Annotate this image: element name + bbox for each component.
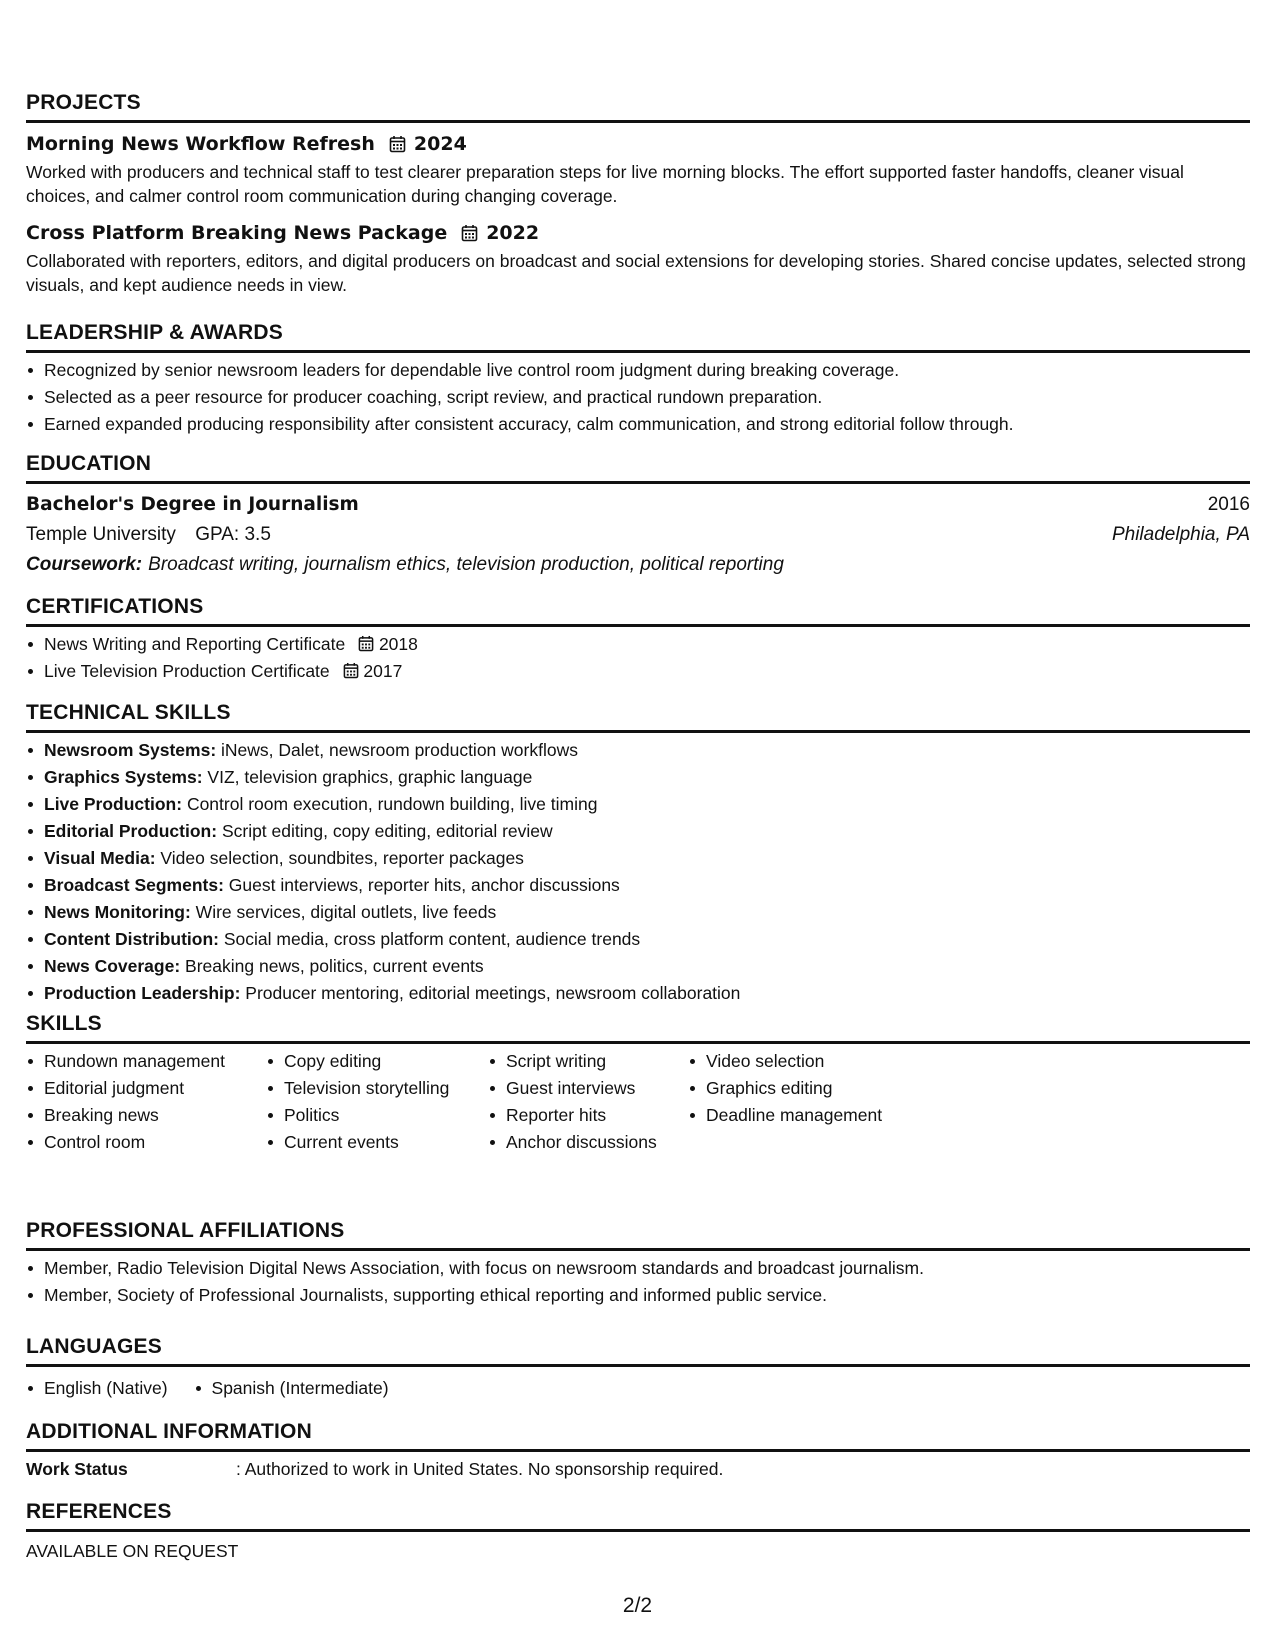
project-description: Worked with producers and technical staff to test clearer preparation steps for live morning blocks. The effort supported faster handoffs, cleaner visual choices, and calmer control room communication during changing coverage.	[26, 162, 1184, 206]
affiliations-section	[26, 1218, 1250, 1309]
technical-skill-item	[26, 764, 1250, 791]
skill-values: Producer mentoring, editorial meetings, newsroom collaboration	[245, 983, 741, 1003]
certification-name: News Writing and Reporting Certificate	[44, 634, 346, 654]
work-status-value: : Authorized to work in United States. No sponsorship required.	[236, 1459, 724, 1479]
certification-item	[26, 658, 1250, 685]
project-entry	[26, 131, 1250, 208]
section-title: EDUCATION	[26, 451, 1250, 484]
projects-section	[26, 90, 1250, 297]
skill-item: Deadline management	[688, 1102, 918, 1129]
skill-item: Current events	[266, 1129, 466, 1156]
technical-skill-item	[26, 980, 1250, 1007]
certification-name: Live Television Production Certificate	[44, 661, 330, 681]
technical-skill-item	[26, 845, 1250, 872]
skills-section	[26, 1011, 1250, 1156]
skill-values: Guest interviews, reporter hits, anchor discussions	[228, 875, 620, 895]
skill-category: News Monitoring:	[44, 902, 191, 922]
section-title: PROJECTS	[26, 90, 1250, 123]
additional-info-section	[26, 1419, 1250, 1481]
list-item: Earned expanded producing responsibility after consistent accuracy, calm communication, and strong editorial follow through.	[26, 411, 1250, 438]
skill-values: Script editing, copy editing, editorial review	[221, 821, 553, 841]
skill-category: Newsroom Systems:	[44, 740, 217, 760]
skill-item: Script writing	[488, 1048, 666, 1075]
work-status-label: Work Status	[26, 1459, 128, 1479]
calendar-icon	[358, 635, 374, 652]
degree: Bachelor's Degree in Journalism	[26, 494, 359, 515]
list-item: Recognized by senior newsroom leaders for dependable live control room judgment during breaking coverage.	[26, 357, 1250, 384]
project-description: Collaborated with reporters, editors, and digital producers on broadcast and social extensions for developing stories. Shared concise updates, selected strong visuals, and kept audience needs in view.	[26, 251, 1246, 295]
technical-skill-item	[26, 737, 1250, 764]
technical-skill-item	[26, 818, 1250, 845]
skill-item: Guest interviews	[488, 1075, 666, 1102]
skill-item: Rundown management	[26, 1048, 244, 1075]
graduation-year: 2016	[1207, 494, 1250, 515]
skill-item: Graphics editing	[688, 1075, 918, 1102]
skill-category: Live Production:	[44, 794, 183, 814]
skill-category: Content Distribution:	[44, 929, 219, 949]
section-title: CERTIFICATIONS	[26, 594, 1250, 627]
skill-item: Television storytelling	[266, 1075, 466, 1102]
technical-skill-item	[26, 926, 1250, 953]
school-name: Temple University	[26, 524, 176, 545]
list-item: Member, Radio Television Digital News Association, with focus on newsroom standards and broadcast journalism.	[26, 1255, 1250, 1282]
gpa: GPA: 3.5	[195, 524, 271, 545]
language-item: English (Native)	[26, 1375, 168, 1402]
skill-item: Editorial judgment	[26, 1075, 244, 1102]
skill-category: News Coverage:	[44, 956, 181, 976]
calendar-icon	[461, 224, 478, 242]
skill-item: Reporter hits	[488, 1102, 666, 1129]
references-section	[26, 1499, 1250, 1563]
list-item: Selected as a peer resource for producer coaching, script review, and practical rundown preparation.	[26, 384, 1250, 411]
list-item: Member, Society of Professional Journalists, supporting ethical reporting and informed public service.	[26, 1282, 1250, 1309]
languages-section	[26, 1334, 1250, 1402]
skill-category: Visual Media:	[44, 848, 156, 868]
skill-values: Breaking news, politics, current events	[185, 956, 484, 976]
coursework: Broadcast writing, journalism ethics, television production, political reporting	[148, 554, 784, 575]
section-title: LEADERSHIP & AWARDS	[26, 320, 1250, 353]
skill-item: Anchor discussions	[488, 1129, 666, 1156]
page-number: 2/2	[622, 1594, 653, 1617]
project-year: 2022	[486, 222, 540, 244]
certifications-section	[26, 594, 1250, 685]
skill-item: Breaking news	[26, 1102, 244, 1129]
skill-values: Control room execution, rundown building, live timing	[186, 794, 598, 814]
skill-category: Broadcast Segments:	[44, 875, 224, 895]
calendar-icon	[343, 662, 359, 679]
section-title: REFERENCES	[26, 1499, 1250, 1532]
school-location: Philadelphia, PA	[1111, 524, 1250, 545]
coursework-label: Coursework:	[26, 554, 143, 575]
certification-item	[26, 631, 1250, 658]
technical-skill-item	[26, 791, 1250, 818]
project-name: Cross Platform Breaking News Package	[26, 222, 448, 244]
leadership-section	[26, 320, 1250, 438]
calendar-icon	[389, 135, 406, 153]
section-title: LANGUAGES	[26, 1334, 1250, 1367]
skill-item: Copy editing	[266, 1048, 466, 1075]
skill-values: Social media, cross platform content, audience trends	[223, 929, 641, 949]
skill-category: Editorial Production:	[44, 821, 218, 841]
skill-category: Graphics Systems:	[44, 767, 203, 787]
section-title: TECHNICAL SKILLS	[26, 700, 1250, 733]
skill-item: Control room	[26, 1129, 244, 1156]
section-title: SKILLS	[26, 1011, 1250, 1044]
skill-category: Production Leadership:	[44, 983, 241, 1003]
skill-item: Video selection	[688, 1048, 918, 1075]
section-title: ADDITIONAL INFORMATION	[26, 1419, 1250, 1452]
skill-values: Video selection, soundbites, reporter packages	[160, 848, 524, 868]
skill-values: VIZ, television graphics, graphic language	[207, 767, 533, 787]
project-year: 2024	[413, 133, 467, 155]
education-section	[26, 451, 1250, 580]
skill-item: Politics	[266, 1102, 466, 1129]
technical-skill-item	[26, 872, 1250, 899]
section-title: PROFESSIONAL AFFILIATIONS	[26, 1218, 1250, 1251]
certification-year: 2018	[378, 634, 418, 654]
technical-skill-item	[26, 899, 1250, 926]
skill-values: iNews, Dalet, newsroom production workflows	[221, 740, 578, 760]
language-item: Spanish (Intermediate)	[194, 1375, 389, 1402]
references-text: AVAILABLE ON REQUEST	[26, 1541, 239, 1561]
technical-skill-item	[26, 953, 1250, 980]
skill-values: Wire services, digital outlets, live feeds	[195, 902, 497, 922]
project-name: Morning News Workflow Refresh	[26, 133, 375, 155]
certification-year: 2017	[363, 661, 403, 681]
project-entry	[26, 220, 1250, 297]
technical-skills-section	[26, 700, 1250, 1007]
